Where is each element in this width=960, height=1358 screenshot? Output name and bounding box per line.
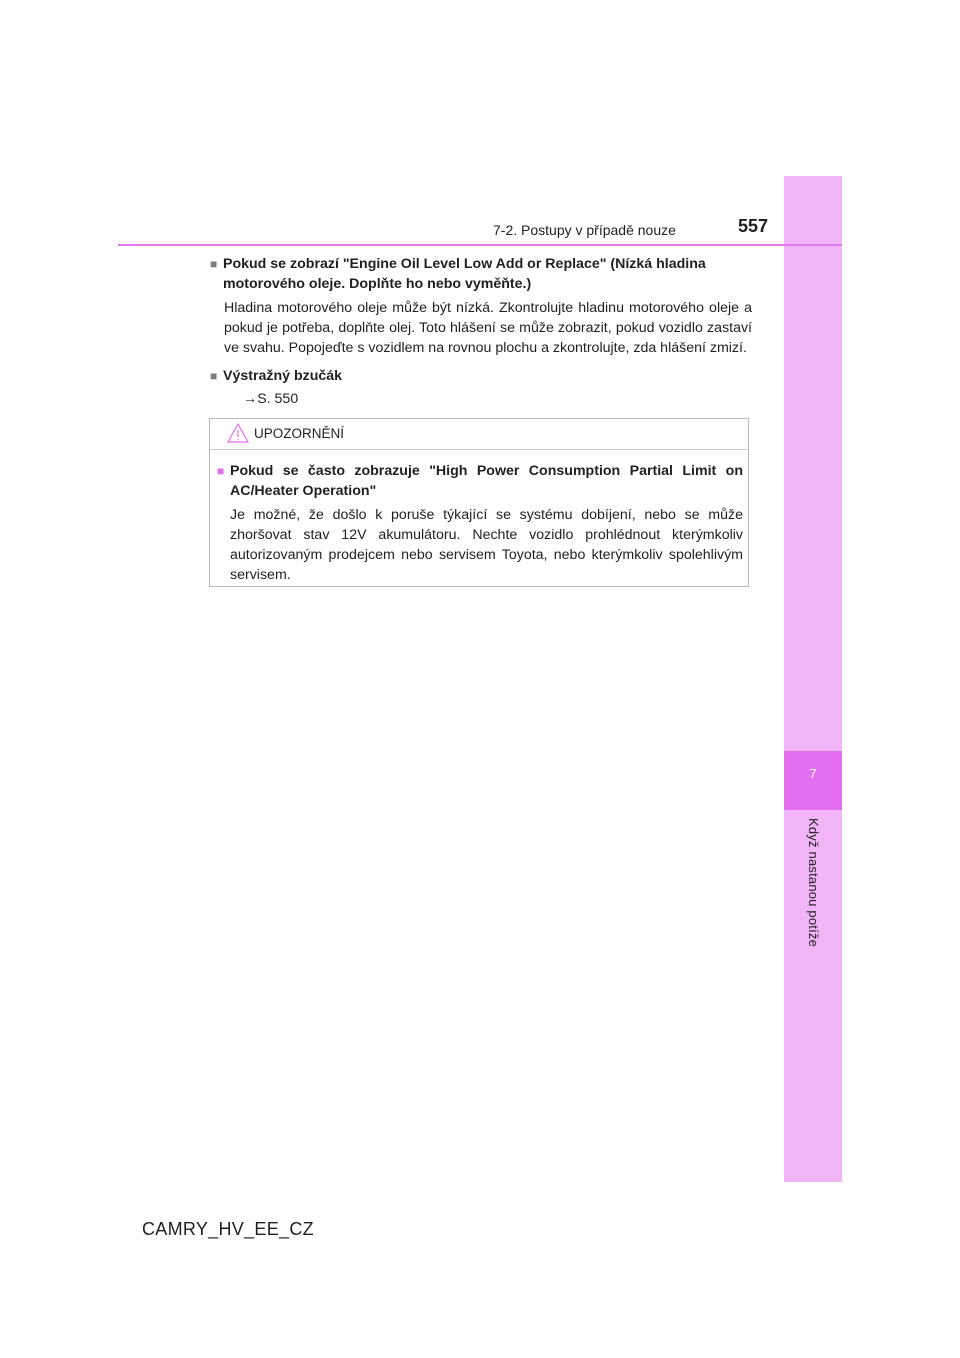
warning-triangle-icon (226, 422, 250, 444)
item-body: Hladina motorového oleje může být nízká. Zkontrolujte hladinu motorového oleje a pokud je potřeba, doplňte olej. Toto hlášení se může zobrazit, pokud vozidlo zastaví ve svahu. Popojeďte s vozidlem na rovnou plochu a zkontrolujte, zda hlášení zmizí. (224, 300, 752, 356)
chapter-side-tab (784, 176, 842, 1182)
warning-heading (217, 461, 743, 501)
warning-body: Je možné, že došlo k poruše týkající se systému dobíjení, nebo se může zhoršovat stav 12V akumulátoru. Nechte vozidlo prohlédnout kterýmkoliv autorizovaným prodejcem nebo servisem Toyota, nebo kterýmkoliv spolehlivým servisem. (230, 507, 743, 583)
bullet-square-icon: ■ (210, 369, 218, 383)
warning-header (210, 419, 748, 450)
warning-box (209, 418, 749, 587)
item-title: Výstražný bzučák (223, 368, 343, 384)
bullet-square-icon: ■ (210, 257, 218, 271)
warning-title: Pokud se často zobrazuje "High Power Consumption Partial Limit on AC/Heater Operation" (230, 463, 743, 499)
header-section-title: 7-2. Postupy v případě nouze (493, 222, 676, 238)
page-reference-link[interactable]: →S. 550 (243, 391, 299, 407)
page-content (210, 254, 752, 409)
warning-label: UPOZORNĚNÍ (254, 426, 345, 441)
item-heading (210, 254, 752, 294)
page-number: 557 (738, 216, 769, 236)
bullet-square-icon: ■ (217, 464, 225, 478)
chapter-number: 7 (809, 766, 817, 781)
document-code: CAMRY_HV_EE_CZ (142, 1219, 314, 1239)
warning-content (217, 461, 743, 585)
header-rule (118, 244, 842, 246)
item-heading (210, 366, 752, 386)
item-title: Pokud se zobrazí "Engine Oil Level Low Add or Replace" (Nízká hladina motorového oleje. Doplňte ho nebo vyměňte.) (223, 256, 706, 292)
chapter-label: Když nastanou potíže (806, 818, 821, 948)
